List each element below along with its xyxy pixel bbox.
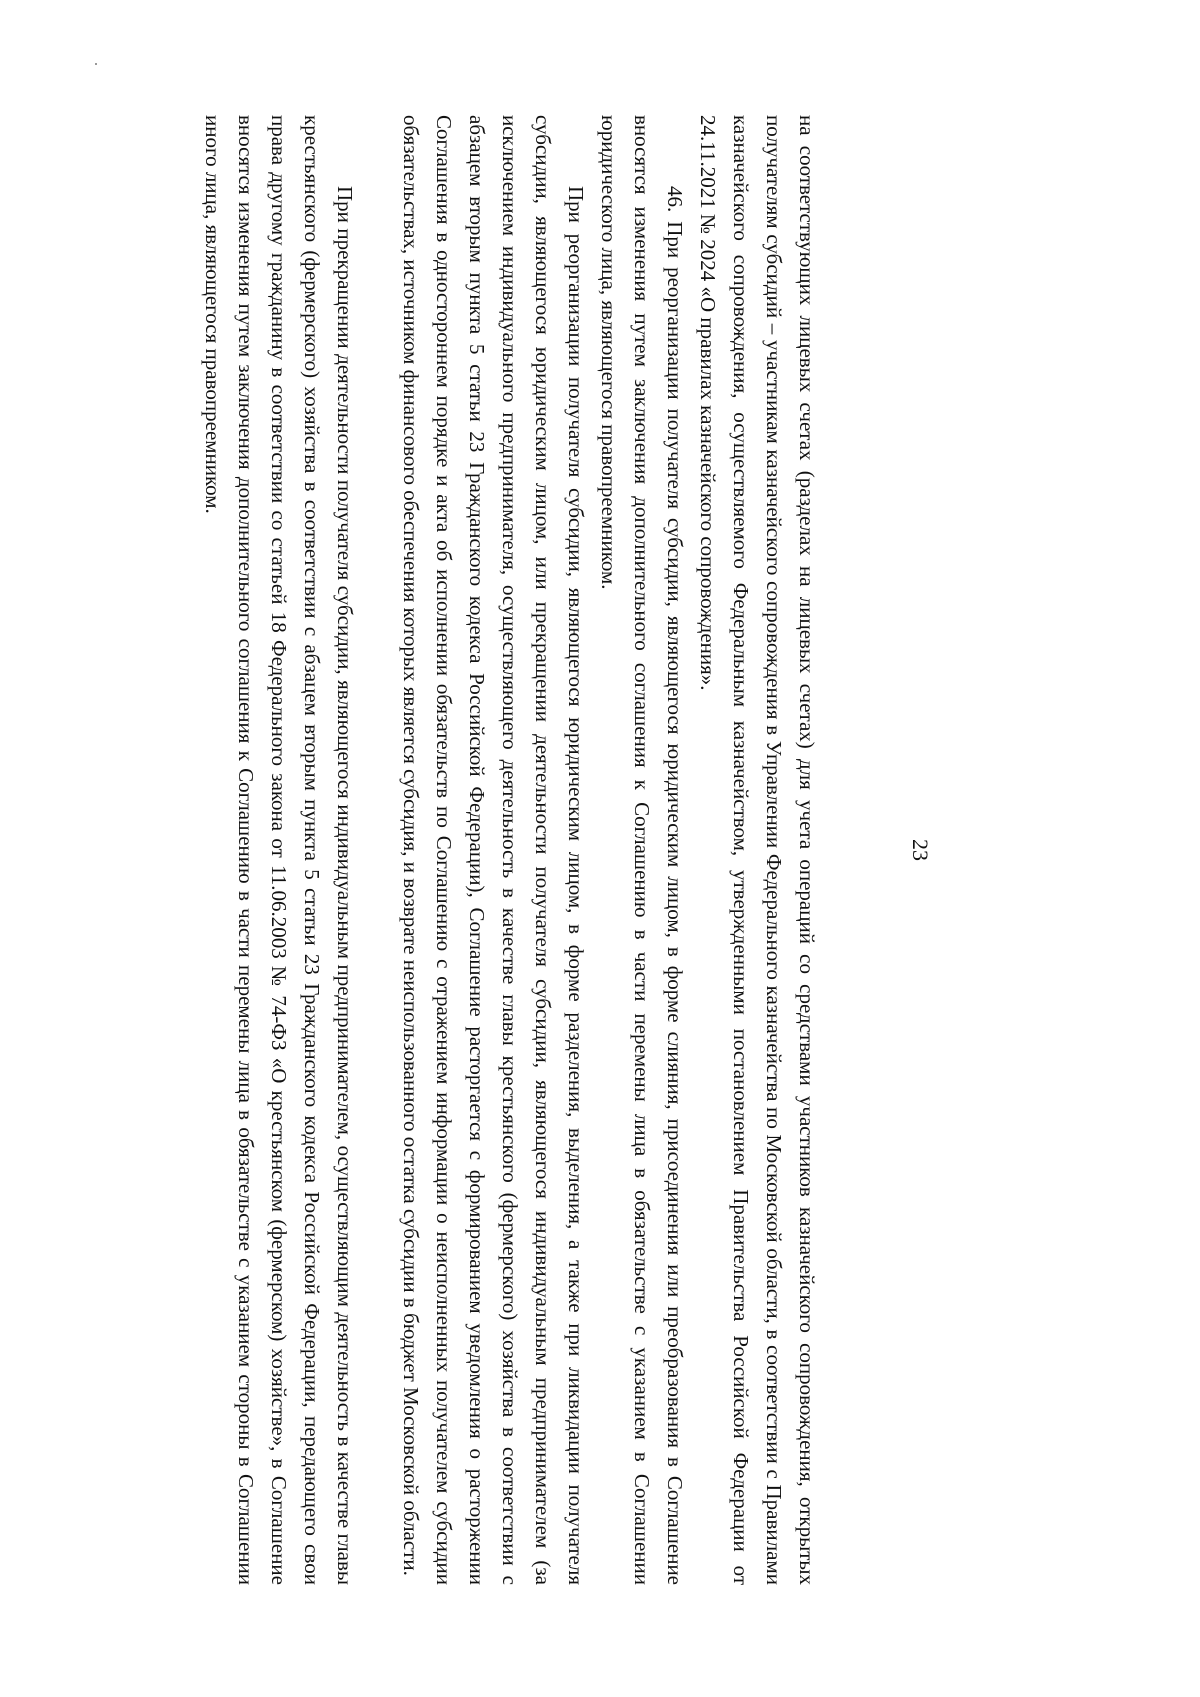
rotated-page-content [125,105,955,1595]
paragraph-46: 46. При реорганизации получателя субсидии, являющегося юридическим лицом, в форме слияния, присоединения или преобразования в Соглашение вносятся изменения путем заключения дополнительного соглашения к Соглашению в части перемены лица в обязательстве с указанием в Соглашении юридического лица, являющегося правопреемником. [597,115,687,1585]
body-text [196,115,823,1585]
page-number: 23 [908,839,933,861]
scan-artifact-dot [95,63,97,65]
paragraph-reorganization: При реорганизации получателя субсидии, являющегося юридическим лицом, в форме разделения, выделения, а также при ликвидации получателя субсидии, являющегося юридическим лицом, или прекращении деятельности получателя субсидии, являющегося индивидуальным предпринимателем (за исключением индивидуального предпринимателя, осуществляющего деятельность в качестве главы крестьянского (фермерского) хозяйства в соответствии с абзацем вторым пункта 5 статьи 23 Гражданского кодекса Российской Федерации), Соглашение расторгается с формированием уведомления о расторжении Соглашения в одностороннем порядке и акта об исполнении обязательств по Соглашению с отражением информации о неисполненных получателем субсидии обязательствах, источником финансового обеспечения которых является субсидия, и возврате неиспользованного остатка субсидии в бюджет Московской области. [399,115,588,1585]
paragraph-continuation: на соответствующих лицевых счетах (разделах на лицевых счетах) для учета операций со средствами участников казначейского сопровождения, открытых получателям субсидий – участникам казначейского сопровождения в Управлении Федерального казначейства по Московской области, в соответствии с Правилами казначейского сопровождения, осуществляемого Федеральным казначейством, утвержденными постановлением Правительства Российской Федерации от 24.11.2021 № 2024 «О правилах казначейского сопровождения». [696,115,819,1585]
paragraph-termination: При прекращении деятельности получателя субсидии, являющегося индивидуальным предпринимателем, осуществляющим деятельность в качестве главы крестьянского (фермерского) хозяйства в соответствии с абзацем вторым пункта 5 статьи 23 Гражданского кодекса Российской Федерации, передающего свои права другому гражданину в соответствии со статьей 18 Федерального закона от 11.06.2003 № 74-ФЗ «О крестьянском (фермерском) хозяйстве», в Соглашение вносятся изменения путем заключения дополнительного соглашения к Соглашению в части перемены лица в обязательстве с указанием стороны в Соглашении иного лица, являющегося правопреемником. [201,115,357,1585]
